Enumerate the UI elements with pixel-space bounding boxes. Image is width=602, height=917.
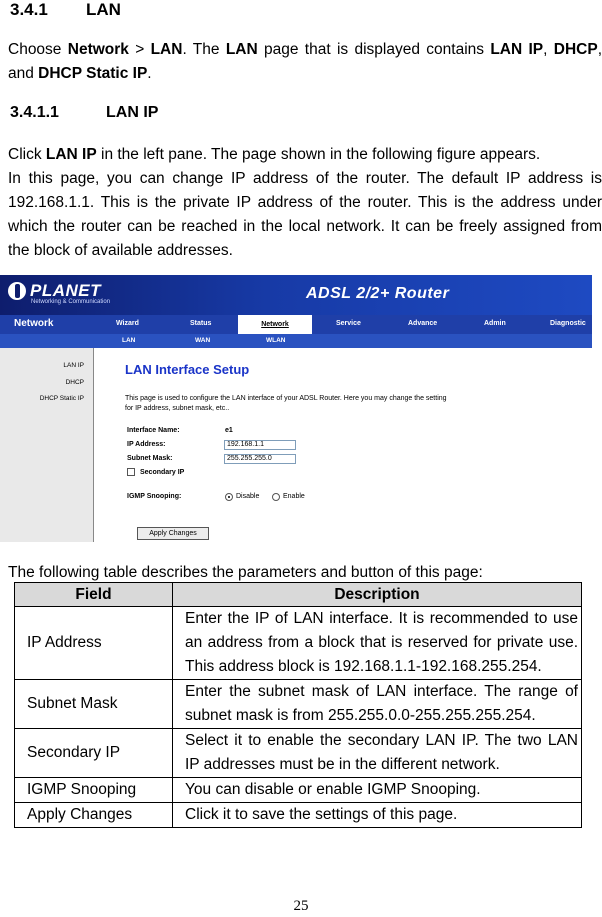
click-paragraph (8, 143, 602, 167)
subnav-lan[interactable]: LAN (122, 337, 136, 344)
nav-current-section: Network (14, 318, 54, 329)
router-nav-bar (0, 315, 592, 334)
intro-bold-lan: LAN (225, 41, 258, 58)
table-header-row (15, 583, 582, 607)
intro-text: Choose (8, 41, 68, 58)
header-description: Description (173, 583, 582, 607)
intro-bold-lan: LAN (150, 41, 183, 58)
igmp-enable-label: Enable (283, 493, 305, 500)
router-screenshot (0, 275, 592, 542)
nav-advance[interactable]: Advance (408, 320, 438, 327)
interface-name-value: e1 (225, 427, 233, 434)
nav-network[interactable]: Network (238, 315, 312, 334)
intro-bold-dhcp-static: DHCP Static IP (38, 65, 148, 82)
subnet-mask-input[interactable]: 255.255.255.0 (224, 454, 296, 464)
row-description: Enter the subnet mask of LAN interface. The range of subnet mask is from 255.255.0.0-255.255.255.254. (173, 680, 582, 729)
nav-status[interactable]: Status (190, 320, 212, 327)
row-description: Enter the IP of LAN interface. It is recommended to use an address from a block that is reserved for private use. This address block is 192.168.1.1-192.168.255.254. (173, 607, 582, 680)
apply-changes-button[interactable]: Apply Changes (137, 527, 209, 540)
router-main-panel (93, 348, 592, 542)
subnav-wlan[interactable]: WLAN (266, 337, 286, 344)
intro-text: > (128, 41, 151, 58)
igmp-snooping-label: IGMP Snooping: (127, 493, 182, 500)
nav-diagnostic[interactable]: Diagnostic (550, 320, 586, 327)
planet-logo-text: PLANET (30, 281, 101, 300)
product-title: ADSL 2/2+ Router (306, 285, 450, 302)
nav-service[interactable]: Service (336, 320, 361, 327)
left-menu-dhcp-static-ip[interactable]: DHCP Static IP (39, 395, 84, 402)
row-field: IP Address (15, 607, 173, 680)
page-number: 25 (293, 898, 309, 914)
row-field: Subnet Mask (15, 680, 173, 729)
intro-bold-dhcp: DHCP (553, 41, 598, 58)
click-text: in the left pane. The page shown in the following figure appears. (96, 146, 541, 163)
nav-wizard[interactable]: Wizard (116, 320, 139, 327)
nav-admin[interactable]: Admin (484, 320, 506, 327)
interface-name-label: Interface Name: (127, 427, 180, 434)
click-bold-lan-ip: LAN IP (45, 146, 97, 163)
subnet-mask-label: Subnet Mask: (127, 455, 173, 462)
table-row (15, 607, 582, 680)
intro-bold-network: Network (67, 41, 129, 58)
parameters-table (14, 582, 582, 828)
intro-paragraph (8, 38, 602, 86)
subsection-heading (10, 104, 158, 122)
table-intro: The following table describes the parameters and button of this page: (8, 564, 483, 581)
intro-bold-lan-ip: LAN IP (490, 41, 544, 58)
body-paragraph: In this page, you can change IP address of the router. The default IP address is 192.168.1.1. This is the private IP address of the router. This is the address under which the router can be reached in the local network. It can be freely assigned from the block of available addresses. (8, 170, 602, 259)
igmp-disable-radio[interactable] (225, 493, 233, 501)
intro-text: . (147, 65, 152, 82)
secondary-ip-label: Secondary IP (140, 469, 185, 476)
igmp-disable-label: Disable (236, 493, 260, 500)
row-field: Secondary IP (15, 729, 173, 778)
intro-text: , (543, 41, 554, 58)
intro-text: page that is displayed contains (257, 41, 491, 58)
click-text: Click (8, 146, 46, 163)
row-description: You can disable or enable IGMP Snooping. (173, 778, 582, 803)
section-number: 3.4.1 (10, 0, 48, 19)
igmp-enable-radio[interactable] (272, 493, 280, 501)
table-row (15, 778, 582, 803)
table-row (15, 729, 582, 778)
subsection-number: 3.4.1.1 (10, 104, 59, 121)
planet-logo-subtitle: Networking & Communication (31, 299, 111, 305)
planet-logo (8, 281, 101, 301)
subnav-wan[interactable]: WAN (195, 337, 211, 344)
router-header (0, 275, 592, 315)
row-description: Click it to save the settings of this page. (173, 803, 582, 828)
setup-description: This page is used to configure the LAN interface of your ADSL Router. Here you may change the setting for IP address, subnet mask, etc.. (125, 395, 447, 412)
ip-address-input[interactable]: 192.168.1.1 (224, 440, 296, 450)
intro-text: . The (182, 41, 226, 58)
secondary-ip-checkbox[interactable] (127, 468, 135, 476)
setup-title: LAN Interface Setup (125, 362, 250, 377)
planet-logo-icon (8, 282, 26, 300)
left-menu-lan-ip[interactable]: LAN IP (63, 362, 84, 369)
row-field: IGMP Snooping (15, 778, 173, 803)
table-row (15, 803, 582, 828)
table-row (15, 680, 582, 729)
subsection-title: LAN IP (106, 104, 159, 121)
ip-address-label: IP Address: (127, 441, 166, 448)
section-title: LAN (86, 0, 121, 19)
router-subnav (0, 334, 592, 348)
section-heading (10, 0, 121, 20)
header-field: Field (15, 583, 173, 607)
row-field: Apply Changes (15, 803, 173, 828)
router-left-menu (0, 348, 93, 542)
row-description: Select it to enable the secondary LAN IP. The two LAN IP addresses must be in the different network. (173, 729, 582, 778)
left-menu-dhcp[interactable]: DHCP (65, 379, 84, 386)
intro-text: , and (8, 41, 602, 82)
